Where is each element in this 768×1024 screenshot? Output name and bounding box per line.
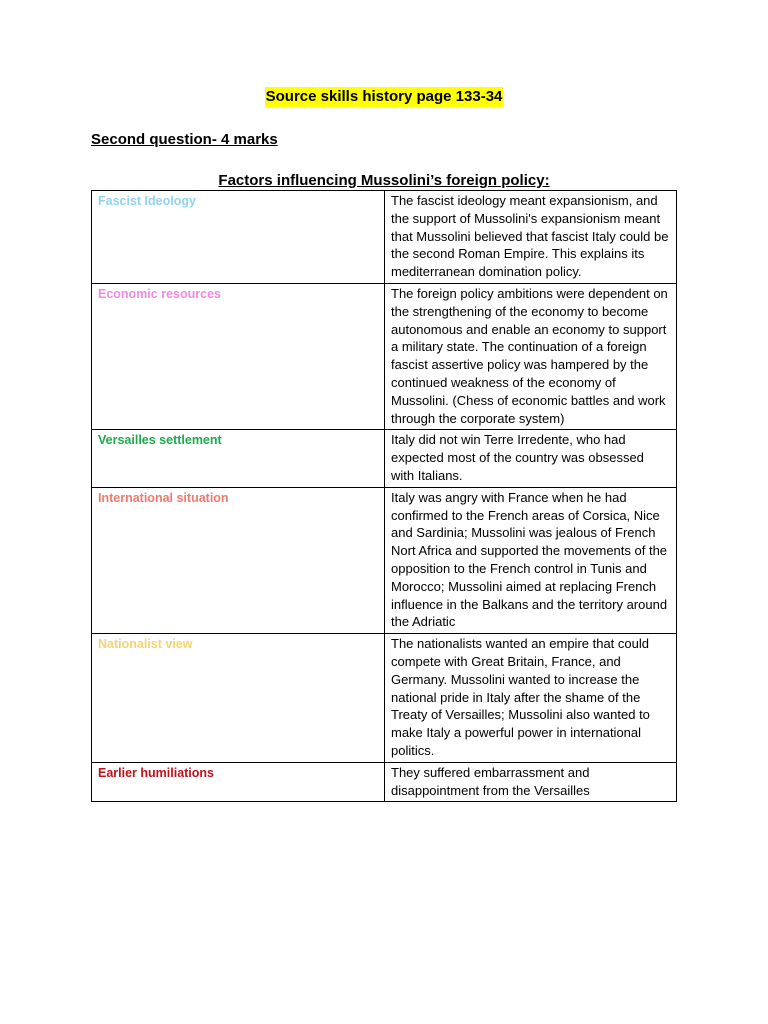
factor-cell — [92, 430, 385, 487]
description-cell: Italy did not win Terre Irredente, who had expected most of the country was obsessed with Italians. — [385, 430, 677, 487]
table-row — [92, 762, 677, 802]
factors-table — [91, 190, 677, 802]
table-row — [92, 430, 677, 487]
description-cell: The nationalists wanted an empire that could compete with Great Britain, France, and Germany. Mussolini wanted to increase the national pride in Italy after the shame of the Treaty of Versailles; Mussolini also wanted to make Italy a powerful power in international politics. — [385, 634, 677, 763]
description-cell: The foreign policy ambitions were dependent on the strengthening of the economy to become autonomous and enable an economy to support a military state. The continuation of a foreign fascist assertive policy was hampered by the continued weakness of the economy of Mussolini. (Chess of economic battles and work through the corporate system) — [385, 283, 677, 429]
page-title: Source skills history page 133-34 — [265, 88, 503, 105]
factor-label: Earlier humiliations — [98, 765, 215, 780]
title-wrap — [0, 87, 768, 107]
table-row — [92, 487, 677, 633]
table-title: Factors influencing Mussolini’s foreign policy: — [218, 172, 550, 189]
factor-cell — [92, 487, 385, 633]
factor-label: Economic resources — [98, 286, 221, 301]
table-row — [92, 283, 677, 429]
factor-label: Fascist Ideology — [98, 194, 196, 208]
table-row — [92, 191, 677, 284]
factor-cell — [92, 634, 385, 763]
description-cell: The fascist ideology meant expansionism, and the support of Mussolini's expansionism meant that Mussolini believed that fascist Italy could be the second Roman Empire. This explains its mediterranean domination policy. — [385, 191, 677, 284]
factor-cell — [92, 191, 385, 284]
factor-label: Nationalist view — [98, 637, 193, 652]
description-cell: Italy was angry with France when he had confirmed to the French areas of Corsica, Nice and Sardinia; Mussolini was jealous of French Nort Africa and supported the movements of the opposition to the French control in Tunis and Morocco; Mussolini aimed at replacing French influence in the Balkans and the territory around the Adriatic — [385, 487, 677, 633]
question-heading: Second question- 4 marks — [91, 131, 278, 148]
description-cell: They suffered embarrassment and disappointment from the Versailles — [385, 762, 677, 802]
factor-cell — [92, 762, 385, 802]
table-row — [92, 634, 677, 763]
factor-label: Versailles settlement — [98, 433, 222, 448]
factor-cell — [92, 283, 385, 429]
factor-label: International situation — [98, 490, 229, 505]
